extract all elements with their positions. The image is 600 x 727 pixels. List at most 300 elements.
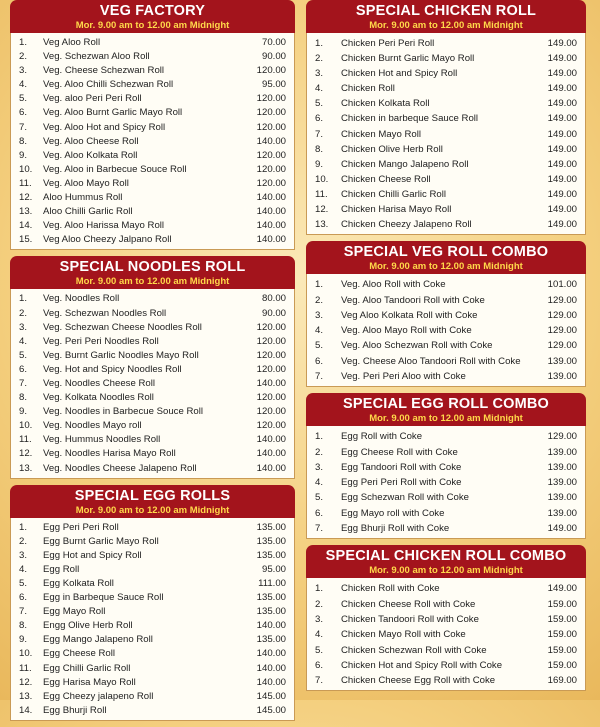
item-name: Chicken Peri Peri Roll: [341, 38, 435, 49]
menu-item: [17, 433, 288, 447]
item-name: Egg Harisa Mayo Roll: [43, 676, 136, 688]
item-price: 111.00: [258, 578, 286, 589]
menu-item: [313, 66, 579, 81]
item-name: Egg Burnt Garlic Mayo Roll: [43, 535, 159, 547]
item-name: Veg. Noodles in Barbecue Souce Roll: [43, 406, 203, 418]
menu-item: [17, 149, 288, 163]
menu-item: [17, 92, 288, 106]
item-name: Veg Aloo Cheezy Jalpano Roll: [43, 234, 172, 246]
menu-item: [17, 577, 288, 591]
item-number: 9.: [19, 406, 28, 418]
item-price: 140.00: [256, 676, 286, 688]
item-name: Chicken Roll with Coke: [341, 583, 440, 595]
item-price: 129.00: [547, 340, 577, 352]
menu-item-list: [306, 274, 586, 387]
section-hours: Mor. 9.00 am to 12.00 am Midnight: [369, 20, 523, 31]
item-price: 140.00: [256, 448, 286, 460]
item-price: 149.00: [547, 128, 577, 140]
menu-item: [313, 293, 579, 308]
item-number: 13.: [315, 219, 329, 231]
item-name: Chicken Cheese Roll: [341, 173, 431, 185]
menu-item: [17, 106, 288, 120]
item-number: 4.: [315, 83, 324, 95]
item-price: 145.00: [256, 704, 286, 716]
section-header: [306, 545, 586, 578]
item-price: 149.00: [547, 523, 577, 535]
item-price: 139.00: [547, 461, 577, 473]
section-hours: Mor. 9.00 am to 12.00 am Midnight: [75, 276, 230, 288]
item-price: 139.00: [547, 355, 577, 367]
item-name: Chicken Schezwan Roll with Coke: [341, 644, 487, 656]
menu-item: [17, 163, 288, 177]
item-name: Chicken Mayo Roll with Coke: [341, 629, 466, 641]
item-number: 2.: [315, 598, 324, 610]
menu-item: [313, 460, 579, 475]
item-price: 129.00: [547, 294, 577, 306]
menu-item: [313, 354, 579, 369]
menu-item: [17, 50, 288, 64]
menu-item: [17, 121, 288, 135]
menu-item: [313, 51, 579, 66]
item-name: Chicken in barbeque Sauce Roll: [341, 113, 479, 125]
item-name: Egg Cheese Roll with Coke: [341, 446, 458, 458]
item-name: Veg. Aloo Tandoori Roll with Coke: [341, 294, 485, 306]
item-number: 2.: [19, 535, 28, 547]
item-price: 140.00: [256, 192, 286, 204]
item-price: 140.00: [256, 234, 286, 246]
menu-item: [17, 191, 288, 205]
item-price: 139.00: [547, 371, 577, 382]
item-number: 9.: [315, 158, 324, 170]
menu-item: [313, 308, 579, 323]
item-number: 5.: [19, 93, 28, 105]
item-name: Egg Cheezy jalapeno Roll: [43, 690, 154, 702]
menu-item: [17, 64, 288, 78]
section-title: SPECIAL VEG ROLL COMBO: [343, 244, 549, 261]
section-special-chicken-roll-combo: [306, 545, 586, 691]
item-name: Egg Chilli Garlic Roll: [43, 662, 131, 674]
item-price: 140.00: [256, 220, 286, 232]
item-number: 7.: [315, 128, 324, 140]
item-name: Egg Kolkata Roll: [43, 578, 114, 589]
item-price: 140.00: [256, 206, 286, 218]
menu-item: [313, 369, 579, 384]
menu-item: [313, 475, 579, 490]
item-name: Aloo Hummus Roll: [43, 192, 123, 204]
menu-item: [313, 597, 579, 612]
menu-item: [17, 36, 288, 50]
menu-item: [17, 135, 288, 149]
item-name: Chicken Cheese Roll with Coke: [341, 598, 476, 610]
item-price: 139.00: [547, 446, 577, 458]
item-price: 120.00: [256, 149, 286, 161]
item-number: 9.: [19, 634, 28, 646]
item-name: Veg. Burnt Garlic Noodles Mayo Roll: [43, 349, 199, 361]
item-name: Veg. Aloo Chilli Schezwan Roll: [43, 79, 174, 91]
menu-item: [17, 563, 288, 577]
menu-item: [17, 662, 288, 676]
item-price: 139.00: [547, 492, 577, 504]
item-number: 8.: [19, 620, 28, 632]
item-price: 149.00: [547, 38, 577, 49]
menu-item: [17, 307, 288, 321]
item-name: Egg Cheese Roll: [43, 648, 115, 660]
menu-item: [17, 233, 288, 247]
item-number: 2.: [19, 307, 28, 319]
menu-item: [17, 391, 288, 405]
item-number: 7.: [19, 377, 28, 389]
item-price: 120.00: [256, 163, 286, 175]
item-price: 135.00: [256, 634, 286, 646]
item-number: 4.: [19, 335, 28, 347]
item-price: 149.00: [547, 158, 577, 170]
item-price: 149.00: [547, 188, 577, 200]
menu-item-list: [10, 33, 295, 250]
item-name: Egg Hot and Spicy Roll: [43, 549, 142, 561]
item-price: 159.00: [547, 613, 577, 625]
item-price: 129.00: [547, 309, 577, 321]
item-name: Aloo Chilli Garlic Roll: [43, 206, 133, 218]
item-number: 5.: [315, 492, 324, 504]
item-number: 2.: [315, 446, 324, 458]
item-name: Engg Olive Herb Roll: [43, 620, 133, 632]
item-number: 7.: [315, 371, 324, 382]
item-price: 149.00: [547, 143, 577, 155]
menu-item: [313, 490, 579, 505]
menu-item-list: [10, 289, 295, 478]
item-price: 140.00: [256, 462, 286, 474]
menu-item: [17, 419, 288, 433]
menu-item: [313, 172, 579, 187]
section-title: SPECIAL NOODLES ROLL: [59, 259, 246, 276]
menu-item: [17, 549, 288, 563]
item-number: 1.: [315, 431, 324, 443]
item-number: 6.: [315, 507, 324, 519]
item-name: Chicken Hot and Spicy Roll with Coke: [341, 659, 503, 671]
item-number: 3.: [315, 461, 324, 473]
item-price: 129.00: [547, 431, 577, 443]
item-number: 4.: [19, 563, 28, 575]
item-name: Veg. Aloo Harissa Mayo Roll: [43, 220, 165, 232]
item-price: 139.00: [547, 477, 577, 489]
item-number: 11.: [315, 188, 328, 200]
item-price: 140.00: [256, 377, 286, 389]
item-number: 1.: [315, 583, 324, 595]
item-name: Veg. Aloo Kolkata Roll: [43, 149, 138, 161]
item-price: 149.00: [547, 53, 577, 65]
item-price: 139.00: [547, 507, 577, 519]
section-hours: Mor. 9.00 am to 12.00 am Midnight: [369, 565, 523, 577]
menu-item-list: [306, 33, 586, 235]
item-price: 80.00: [261, 293, 286, 305]
menu-item: [17, 704, 288, 718]
menu-item: [313, 81, 579, 96]
item-name: Veg. Hummus Noodles Roll: [43, 434, 161, 446]
item-price: 120.00: [256, 65, 286, 77]
item-price: 135.00: [256, 521, 286, 533]
section-hours: Mor. 9.00 am to 12.00 am Midnight: [369, 413, 523, 425]
menu-item: [17, 462, 288, 476]
item-number: 14.: [19, 704, 33, 716]
item-number: 1.: [19, 37, 28, 48]
item-number: 2.: [19, 51, 28, 63]
section-veg-factory: [10, 0, 295, 250]
section-header: [10, 0, 295, 33]
item-name: Egg Mayo roll with Coke: [341, 507, 445, 519]
menu-item: [313, 277, 579, 292]
item-name: Veg. Schezwan Cheese Noodles Roll: [43, 321, 202, 333]
item-price: 149.00: [547, 68, 577, 80]
item-price: 120.00: [256, 392, 286, 404]
item-number: 12.: [19, 448, 33, 460]
section-hours: Mor. 9.00 am to 12.00 am Midnight: [369, 261, 523, 273]
item-name: Veg. Aloo Schezwan Roll with Coke: [341, 340, 493, 352]
menu-item: [17, 676, 288, 690]
menu-item: [17, 447, 288, 461]
section-header: [306, 241, 586, 274]
section-hours: Mor. 9.00 am to 12.00 am Midnight: [75, 20, 230, 31]
item-price: 140.00: [256, 135, 286, 147]
menu-item: [17, 377, 288, 391]
menu-item: [313, 111, 579, 126]
menu-item: [17, 349, 288, 363]
item-number: 2.: [315, 294, 324, 306]
item-price: 120.00: [256, 321, 286, 333]
menu-item: [17, 219, 288, 233]
item-number: 13.: [19, 690, 33, 702]
menu-item: [17, 205, 288, 219]
menu-item: [313, 506, 579, 521]
item-price: 140.00: [256, 662, 286, 674]
item-name: Veg. Aloo Mayo Roll with Coke: [341, 325, 472, 337]
item-name: Chicken Roll: [341, 83, 395, 95]
item-price: 101.00: [547, 279, 577, 291]
item-price: 95.00: [261, 563, 286, 575]
item-number: 11.: [19, 177, 32, 189]
item-name: Chicken Cheezy Jalapeno Roll: [341, 219, 472, 231]
menu-item: [313, 187, 579, 202]
menu-item: [313, 202, 579, 217]
menu-item: [313, 627, 579, 642]
item-number: 7.: [19, 121, 28, 133]
section-special-chicken-roll: [306, 0, 586, 235]
item-number: 6.: [315, 113, 324, 125]
item-number: 5.: [315, 98, 324, 110]
item-name: Egg Bhurji Roll with Coke: [341, 523, 450, 535]
menu-item-list: [306, 578, 586, 691]
menu-item: [17, 292, 288, 306]
item-name: Veg. Aloo Cheese Roll: [43, 135, 139, 147]
item-price: 120.00: [256, 349, 286, 361]
section-hours: Mor. 9.00 am to 12.00 am Midnight: [75, 504, 230, 516]
item-price: 159.00: [547, 598, 577, 610]
item-number: 1.: [315, 38, 324, 49]
menu-item: [313, 643, 579, 658]
item-number: 1.: [315, 279, 324, 291]
menu-item-list: [306, 426, 586, 539]
item-number: 5.: [19, 349, 28, 361]
item-name: Chicken Harisa Mayo Roll: [341, 204, 452, 216]
menu-item: [17, 321, 288, 335]
menu-item: [17, 405, 288, 419]
item-price: 120.00: [256, 107, 286, 119]
item-number: 8.: [315, 143, 324, 155]
item-number: 3.: [19, 549, 28, 561]
item-number: 3.: [315, 309, 324, 321]
menu-item: [17, 535, 288, 549]
item-number: 4.: [315, 477, 324, 489]
item-number: 6.: [315, 659, 324, 671]
item-number: 12.: [19, 676, 33, 688]
item-name: Veg. Schezwan Aloo Roll: [43, 51, 150, 63]
menu-item: [313, 673, 579, 688]
item-price: 95.00: [261, 79, 286, 91]
item-name: Egg Roll with Coke: [341, 431, 423, 443]
item-name: Chicken Hot and Spicy Roll: [341, 68, 458, 80]
item-name: Veg. aloo Peri Peri Roll: [43, 93, 142, 105]
item-name: Veg. Peri Peri Noodles Roll: [43, 335, 159, 347]
item-number: 8.: [19, 135, 28, 147]
item-name: Chicken Burnt Garlic Mayo Roll: [341, 53, 475, 65]
item-name: Egg Tandoori Roll with Coke: [341, 461, 462, 473]
item-price: 120.00: [256, 121, 286, 133]
item-number: 7.: [315, 523, 324, 535]
item-name: Egg in Barbeque Sauce Roll: [43, 592, 164, 604]
item-price: 145.00: [256, 690, 286, 702]
item-price: 159.00: [547, 629, 577, 641]
item-number: 7.: [315, 675, 324, 687]
item-number: 6.: [19, 592, 28, 604]
item-price: 120.00: [256, 420, 286, 432]
item-price: 140.00: [256, 434, 286, 446]
right-column: [306, 0, 586, 697]
item-price: 129.00: [547, 325, 577, 337]
item-number: 10.: [19, 163, 33, 175]
item-number: 15.: [19, 234, 33, 246]
item-name: Veg. Schezwan Noodles Roll: [43, 307, 167, 319]
item-number: 5.: [315, 644, 324, 656]
item-number: 1.: [19, 293, 28, 305]
menu-item-list: [10, 518, 295, 721]
item-name: Egg Peri Peri Roll with Coke: [341, 477, 462, 489]
item-number: 13.: [19, 462, 33, 474]
section-header: [10, 256, 295, 289]
item-name: Egg Roll: [43, 563, 80, 575]
item-number: 1.: [19, 521, 28, 533]
item-name: Veg. Noodles Harisa Mayo Roll: [43, 448, 176, 460]
section-special-egg-roll-combo: [306, 393, 586, 539]
section-title: VEG FACTORY: [99, 3, 206, 19]
item-number: 12.: [315, 204, 329, 216]
item-price: 135.00: [256, 592, 286, 604]
item-number: 2.: [315, 53, 324, 65]
item-price: 135.00: [256, 606, 286, 618]
item-price: 120.00: [256, 177, 286, 189]
menu-item: [17, 521, 288, 535]
item-price: 135.00: [256, 535, 286, 547]
item-name: Veg. Aloo in Barbecue Souce Roll: [43, 163, 187, 175]
menu-item: [313, 323, 579, 338]
item-number: 6.: [315, 355, 324, 367]
item-price: 159.00: [547, 659, 577, 671]
item-number: 6.: [19, 107, 28, 119]
item-name: Veg. Noodles Roll: [43, 293, 120, 305]
item-name: Chicken Chilli Garlic Roll: [341, 188, 447, 200]
menu-item: [313, 429, 579, 444]
item-number: 10.: [315, 173, 329, 185]
item-price: 90.00: [261, 307, 286, 319]
menu-item: [313, 445, 579, 460]
menu-item: [17, 690, 288, 704]
item-price: 149.00: [547, 219, 577, 231]
section-special-egg-rolls: [10, 485, 295, 721]
item-number: 4.: [19, 79, 28, 91]
item-number: 3.: [19, 65, 28, 77]
item-price: 149.00: [547, 83, 577, 95]
item-price: 169.00: [547, 675, 577, 687]
item-name: Veg. Aloo Roll with Coke: [341, 279, 446, 291]
item-price: 149.00: [547, 204, 577, 216]
item-name: Veg. Noodles Mayo roll: [43, 420, 142, 432]
item-number: 4.: [315, 629, 324, 641]
item-price: 140.00: [256, 620, 286, 632]
menu-item: [17, 335, 288, 349]
item-name: Veg. Aloo Burnt Garlic Mayo Roll: [43, 107, 183, 119]
item-number: 3.: [19, 321, 28, 333]
menu-item: [313, 157, 579, 172]
item-name: Veg. Cheese Aloo Tandoori Roll with Coke: [341, 355, 521, 367]
item-price: 159.00: [547, 644, 577, 656]
item-number: 4.: [315, 325, 324, 337]
menu-item: [313, 96, 579, 111]
item-name: Veg. Aloo Mayo Roll: [43, 177, 129, 189]
item-number: 14.: [19, 220, 33, 232]
item-name: Egg Mayo Roll: [43, 606, 106, 618]
item-name: Veg. Aloo Hot and Spicy Roll: [43, 121, 166, 133]
menu-item: [17, 363, 288, 377]
item-name: Chicken Tandoori Roll with Coke: [341, 613, 479, 625]
section-header: [306, 0, 586, 33]
item-price: 120.00: [256, 406, 286, 418]
item-price: 149.00: [547, 583, 577, 595]
section-special-noodles-roll: [10, 256, 295, 478]
item-price: 70.00: [261, 37, 286, 48]
item-name: Egg Schezwan Roll with Coke: [341, 492, 469, 504]
item-number: 12.: [19, 192, 33, 204]
item-number: 7.: [19, 606, 28, 618]
item-number: 11.: [19, 662, 32, 674]
item-price: 135.00: [256, 549, 286, 561]
item-name: Egg Peri Peri Roll: [43, 521, 119, 533]
item-number: 3.: [315, 68, 324, 80]
section-title: SPECIAL CHICKEN ROLL: [355, 3, 537, 19]
item-price: 149.00: [547, 173, 577, 185]
item-price: 140.00: [256, 648, 286, 660]
menu-item: [17, 647, 288, 661]
item-number: 8.: [19, 392, 28, 404]
menu-item: [313, 142, 579, 157]
item-number: 13.: [19, 206, 33, 218]
section-header: [10, 485, 295, 518]
item-price: 149.00: [547, 113, 577, 125]
item-price: 120.00: [256, 93, 286, 105]
item-name: Chicken Olive Herb Roll: [341, 143, 443, 155]
item-name: Veg. Kolkata Noodles Roll: [43, 392, 154, 404]
section-special-veg-roll-combo: [306, 241, 586, 387]
item-price: 120.00: [256, 335, 286, 347]
item-number: 10.: [19, 648, 33, 660]
item-number: 3.: [315, 613, 324, 625]
